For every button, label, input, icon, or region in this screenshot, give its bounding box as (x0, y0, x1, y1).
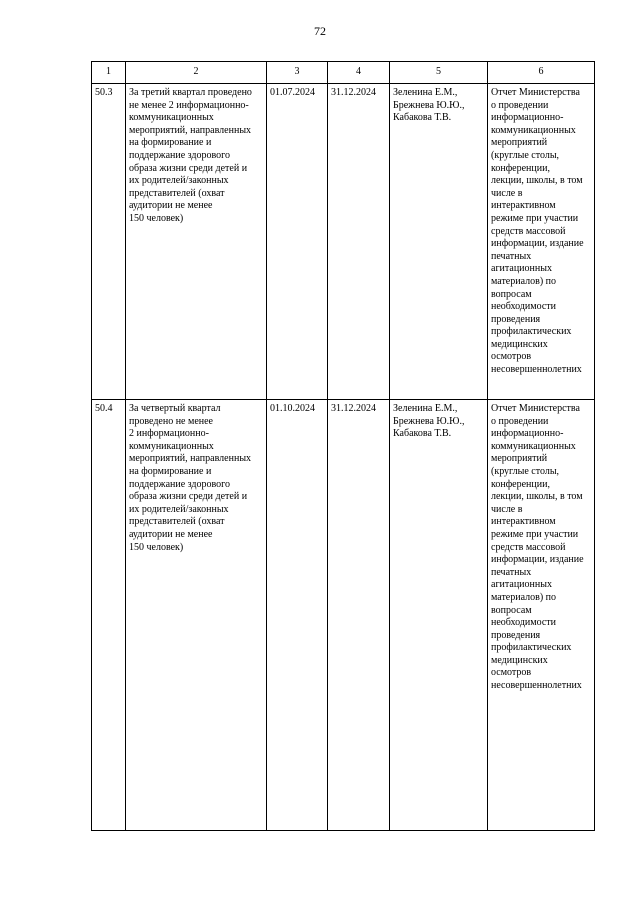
responsible-persons: Зеленина Е.М., Брежнева Ю.Ю., Кабакова Т.В. (390, 84, 488, 400)
plan-table (91, 61, 595, 831)
column-header: 5 (390, 62, 488, 84)
start-date: 01.10.2024 (267, 400, 328, 831)
column-header: 6 (488, 62, 595, 84)
column-header: 1 (92, 62, 126, 84)
table-row (92, 84, 595, 400)
column-header: 4 (328, 62, 390, 84)
start-date: 01.07.2024 (267, 84, 328, 400)
end-date: 31.12.2024 (328, 400, 390, 831)
item-number: 50.3 (92, 84, 126, 400)
responsible-persons: Зеленина Е.М., Брежнева Ю.Ю., Кабакова Т.В. (390, 400, 488, 831)
table-row (92, 400, 595, 831)
table-header-row (92, 62, 595, 84)
column-header: 2 (126, 62, 267, 84)
page-number: 72 (314, 24, 326, 38)
expected-result: Отчет Министерства о проведении информационно- коммуникационных мероприятий (круглые столы, конференции, лекции, школы, в том числе в интерактивном режиме при участии средств массовой информации, издание печатных агитационных материалов) по вопросам необходимости проведения профилактических медицинских осмотров несовершеннолетних (488, 84, 595, 400)
item-description: За четвертый квартал проведено не менее 2 информационно- коммуникационных мероприятий, направленных на формирование и поддержание здорового образа жизни среди детей и их родителей/законных представителей (охват аудитории не менее 150 человек) (126, 400, 267, 831)
end-date: 31.12.2024 (328, 84, 390, 400)
column-header: 3 (267, 62, 328, 84)
item-description: За третий квартал проведено не менее 2 информационно- коммуникационных мероприятий, направленных на формирование и поддержание здорового образа жизни среди детей и их родителей/законных представителей (охват аудитории не менее 150 человек) (126, 84, 267, 400)
item-number: 50.4 (92, 400, 126, 831)
expected-result: Отчет Министерства о проведении информационно- коммуникационных мероприятий (круглые столы, конференции, лекции, школы, в том числе в интерактивном режиме при участии средств массовой информации, издание печатных агитационных материалов) по вопросам необходимости проведения профилактических медицинских осмотров несовершеннолетних (488, 400, 595, 831)
